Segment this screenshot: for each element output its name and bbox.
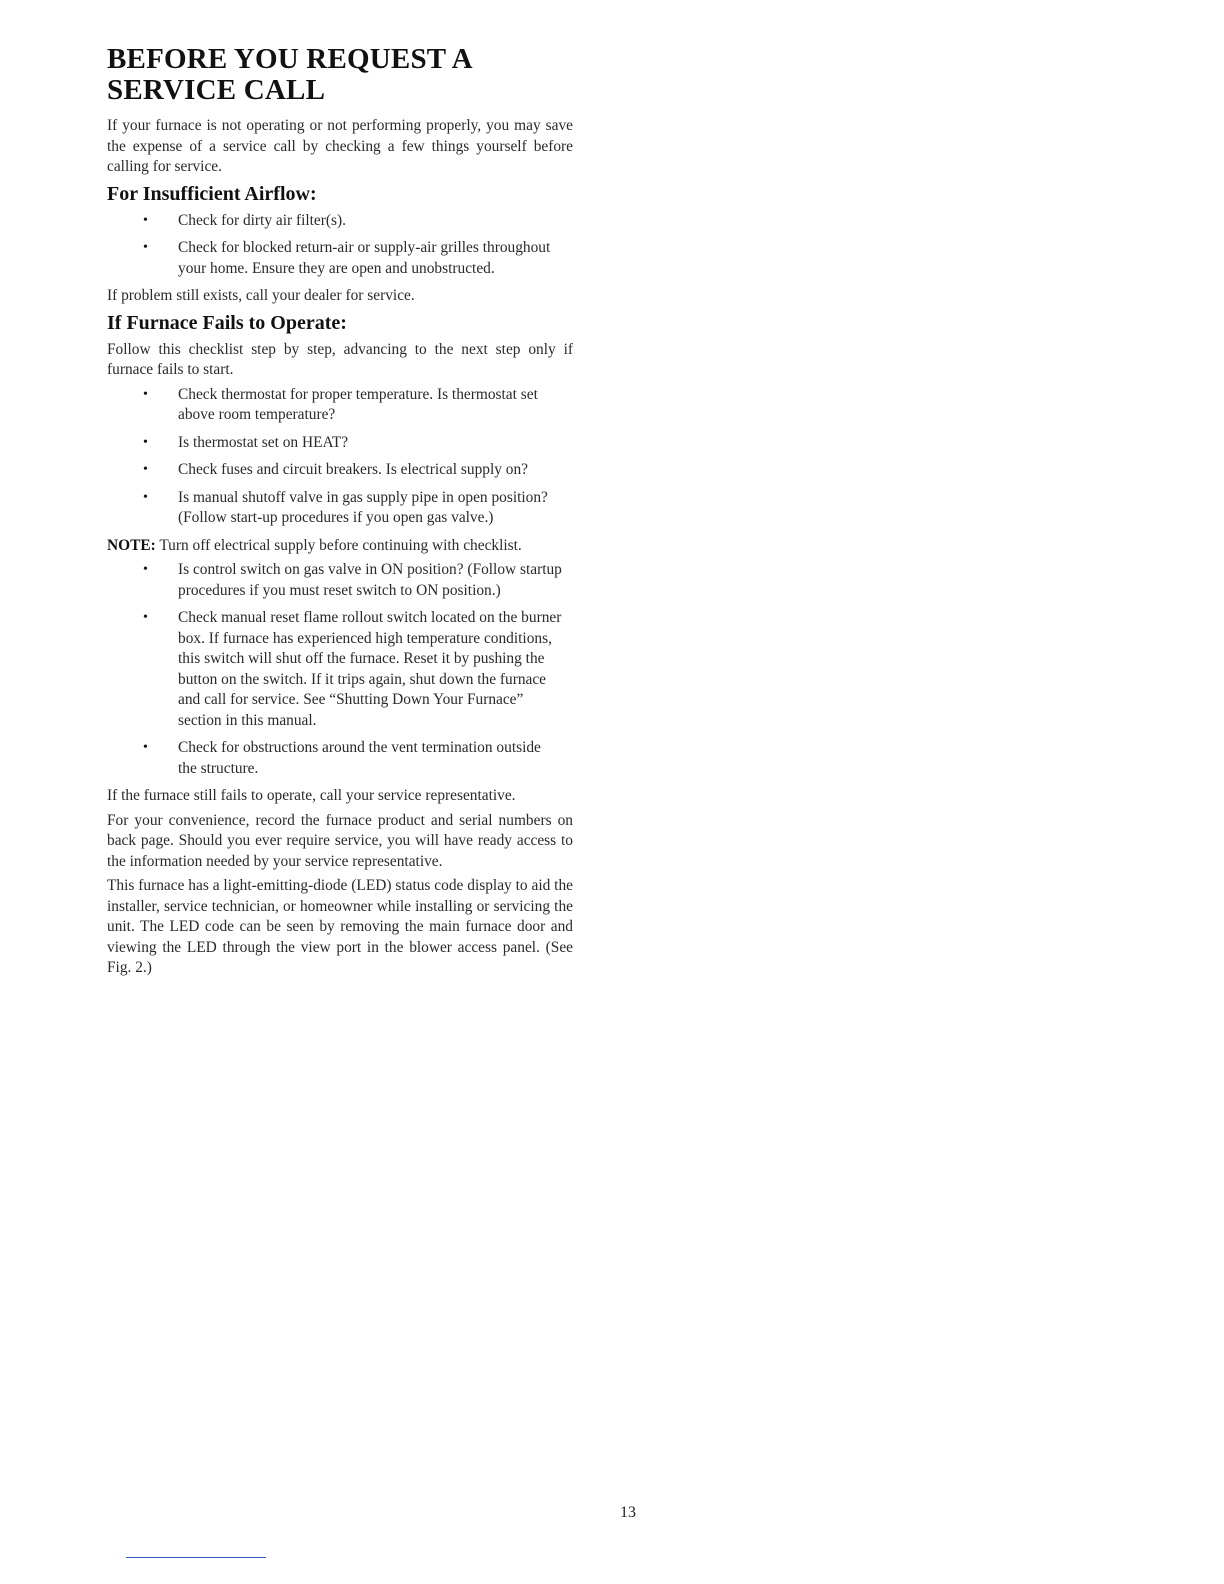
bullet-icon: • (143, 212, 148, 228)
fails-closing: If the furnace still fails to operate, call your service representative. (107, 787, 516, 804)
list-item-text: Is manual shutoff valve in gas supply pipe in open position? (Follow start-up procedures if you open gas valve.) (178, 488, 548, 526)
list-item (107, 385, 573, 426)
footer-divider (126, 1557, 266, 1558)
led-paragraph: This furnace has a light-emitting-diode (LED) status code display to aid the installer, service technician, or homeowner while installing or servicing the unit. The LED code can be seen by removing the main furnace door and viewing the LED through the view port in the blower access panel. (See Fig. 2.) (107, 877, 573, 976)
list-item (107, 238, 573, 279)
note-paragraph (107, 536, 573, 557)
bullet-icon: • (143, 740, 148, 755)
list-item-text: Check for obstructions around the vent termination outside the structure. (178, 739, 541, 777)
list-item (107, 488, 573, 529)
convenience-paragraph: For your convenience, record the furnace product and serial numbers on back page. Should you ever require service, you will have ready access to the information needed by your service representative. (107, 811, 573, 870)
list-item-text: Check for blocked return-air or supply-air grilles throughout your home. Ensure they are open and unobstructed. (178, 239, 551, 277)
bullet-icon: • (143, 240, 148, 255)
list-item (107, 460, 573, 481)
list-item (107, 738, 573, 779)
fails-intro: Follow this checklist step by step, advancing to the next step only if furnace fails to start. (107, 340, 573, 378)
list-item (107, 433, 573, 454)
fails-checklist-a (107, 385, 573, 529)
list-item-text: Check manual reset flame rollout switch located on the burner box. If furnace has experienced high temperature conditions, this switch will shut off the furnace. Reset it by pushing the button on the switch. If it trips again, shut down the furnace and call for service. See “Shutting Down Your Furnace” section in this manual. (178, 609, 562, 729)
list-item-text: Check for dirty air filter(s). (178, 211, 346, 229)
intro-paragraph: If your furnace is not operating or not performing properly, you may save the expense of a service call by checking a few things yourself before calling for service. (107, 117, 573, 175)
bullet-icon: • (143, 489, 148, 505)
list-item-text: Is control switch on gas valve in ON position? (Follow startup procedures if you must reset switch to ON position.) (178, 561, 562, 599)
list-item (107, 608, 573, 731)
page-title: BEFORE YOU REQUEST A SERVICE CALL (107, 43, 472, 106)
bullet-icon: • (143, 434, 148, 450)
note-text: Turn off electrical supply before continuing with checklist. (155, 536, 522, 554)
list-item-text: Check thermostat for proper temperature. Is thermostat set above room temperature? (178, 385, 538, 423)
list-item-text: Check fuses and circuit breakers. Is electrical supply on? (178, 461, 529, 478)
fails-checklist-b (107, 560, 573, 779)
list-item-text: Is thermostat set on HEAT? (178, 433, 349, 451)
airflow-closing: If problem still exists, call your dealer for service. (107, 287, 415, 304)
bullet-icon: • (143, 386, 148, 402)
note-label: NOTE: (107, 536, 156, 554)
content-column (107, 44, 573, 983)
bullet-icon: • (143, 610, 148, 625)
bullet-icon: • (143, 562, 148, 577)
page-number: 13 (620, 1504, 636, 1521)
section-heading-airflow: For Insufficient Airflow: (107, 182, 317, 205)
section-heading-fails: If Furnace Fails to Operate: (107, 311, 347, 334)
list-item (107, 211, 573, 232)
bullet-icon: • (143, 462, 148, 477)
list-item (107, 560, 573, 601)
airflow-checklist (107, 211, 573, 280)
